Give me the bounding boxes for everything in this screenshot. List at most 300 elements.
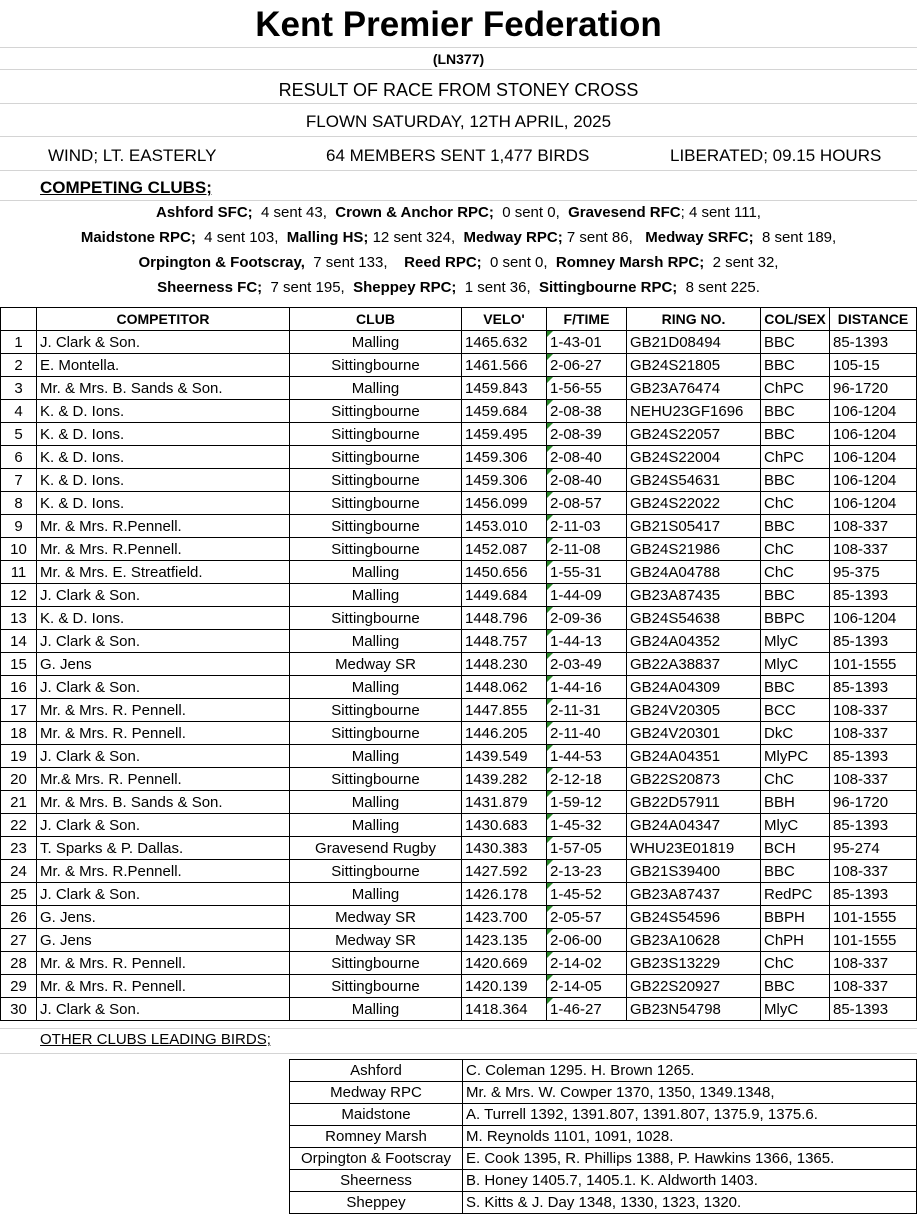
table-row: [1, 446, 917, 469]
cell-club: Medway SR: [290, 653, 462, 676]
cell-leading-birds: A. Turrell 1392, 1391.807, 1391.807, 1375.9, 1375.6.: [463, 1104, 917, 1126]
cell-distance: 85-1393: [830, 745, 917, 768]
cell-flying-time: 2-14-02: [547, 952, 627, 975]
table-row: [1, 423, 917, 446]
cell-club: Sittingbourne: [290, 768, 462, 791]
cell-flying-time: 2-06-00: [547, 929, 627, 952]
cell-position: 24: [1, 860, 37, 883]
cell-flying-time: 2-12-18: [547, 768, 627, 791]
cell-distance: 85-1393: [830, 584, 917, 607]
cell-position: 8: [1, 492, 37, 515]
club-name: Ashford SFC;: [156, 204, 253, 221]
cell-position: 13: [1, 607, 37, 630]
cell-competitor: G. Jens: [37, 929, 290, 952]
cell-competitor: J. Clark & Son.: [37, 998, 290, 1021]
cell-distance: 95-274: [830, 837, 917, 860]
table-row: [1, 584, 917, 607]
cell-club: Malling: [290, 630, 462, 653]
cell-distance: 108-337: [830, 538, 917, 561]
cell-velocity: 1461.566: [462, 354, 547, 377]
cell-position: 1: [1, 331, 37, 354]
page-title: Kent Premier Federation: [255, 5, 662, 44]
cell-colour-sex: DkC: [761, 722, 830, 745]
cell-position: 7: [1, 469, 37, 492]
table-row: [1, 975, 917, 998]
cell-flying-time: 1-56-55: [547, 377, 627, 400]
cell-velocity: 1449.684: [462, 584, 547, 607]
club-name: Maidstone RPC;: [80, 229, 196, 246]
cell-ring-number: GB24S54596: [627, 906, 761, 929]
grid-line: [0, 170, 917, 171]
cell-flying-time: 2-11-31: [547, 699, 627, 722]
cell-competitor: J. Clark & Son.: [37, 814, 290, 837]
cell-velocity: 1465.632: [462, 331, 547, 354]
cell-flying-time: 2-08-40: [547, 446, 627, 469]
cell-velocity: 1430.683: [462, 814, 547, 837]
column-header-competitor: COMPETITOR: [37, 308, 290, 331]
table-row: [1, 377, 917, 400]
club-sent-count: 1 sent 36,: [456, 279, 539, 296]
cell-ring-number: GB23A87437: [627, 883, 761, 906]
cell-position: 22: [1, 814, 37, 837]
cell-club: Sittingbourne: [290, 492, 462, 515]
table-row: [290, 1148, 917, 1170]
table-row: [1, 400, 917, 423]
club-sent-count: 4 sent 43,: [252, 204, 336, 221]
race-title: RESULT OF RACE FROM STONEY CROSS: [278, 80, 639, 100]
cell-velocity: 1452.087: [462, 538, 547, 561]
cell-velocity: 1431.879: [462, 791, 547, 814]
cell-velocity: 1453.010: [462, 515, 547, 538]
cell-club: Sittingbourne: [290, 469, 462, 492]
cell-colour-sex: BBC: [761, 331, 830, 354]
cell-flying-time: 2-08-40: [547, 469, 627, 492]
column-header-position: [1, 308, 37, 331]
cell-leading-birds: M. Reynolds 1101, 1091, 1028.: [463, 1126, 917, 1148]
cell-competitor: K. & D. Ions.: [37, 469, 290, 492]
grid-line: [0, 103, 917, 104]
cell-flying-time: 2-05-57: [547, 906, 627, 929]
cell-colour-sex: ChPC: [761, 446, 830, 469]
cell-club: Orpington & Footscray: [290, 1148, 463, 1170]
cell-ring-number: GB22D57911: [627, 791, 761, 814]
cell-ring-number: GB24A04309: [627, 676, 761, 699]
cell-distance: 106-1204: [830, 423, 917, 446]
cell-velocity: 1448.796: [462, 607, 547, 630]
cell-club: Sittingbourne: [290, 860, 462, 883]
cell-colour-sex: ChPC: [761, 377, 830, 400]
cell-club: Malling: [290, 791, 462, 814]
club-sent-count: 8 sent 189,: [753, 229, 837, 246]
cell-distance: 108-337: [830, 722, 917, 745]
club-sent-count: 8 sent 225.: [677, 279, 760, 296]
cell-position: 29: [1, 975, 37, 998]
cell-competitor: Mr. & Mrs. B. Sands & Son.: [37, 377, 290, 400]
club-name: Orpington & Footscray,: [138, 254, 305, 271]
cell-club: Sittingbourne: [290, 722, 462, 745]
cell-position: 10: [1, 538, 37, 561]
cell-competitor: Mr. & Mrs. R. Pennell.: [37, 975, 290, 998]
club-sent-count: 12 sent 324,: [368, 229, 464, 246]
cell-club: Malling: [290, 377, 462, 400]
table-row: [1, 768, 917, 791]
results-table: [0, 307, 917, 1021]
cell-colour-sex: ChC: [761, 561, 830, 584]
column-header-club: CLUB: [290, 308, 462, 331]
club-sent-count: 0 sent 0,: [481, 254, 556, 271]
competing-clubs-heading: COMPETING CLUBS;: [40, 178, 212, 197]
cell-colour-sex: MlyC: [761, 814, 830, 837]
cell-distance: 108-337: [830, 768, 917, 791]
club-name: Sheppey RPC;: [353, 279, 457, 296]
cell-club: Maidstone: [290, 1104, 463, 1126]
table-row: [1, 998, 917, 1021]
cell-distance: 108-337: [830, 975, 917, 998]
column-header-flying-time: F/TIME: [547, 308, 627, 331]
cell-velocity: 1448.230: [462, 653, 547, 676]
table-row: [1, 538, 917, 561]
table-row: [1, 883, 917, 906]
cell-position: 20: [1, 768, 37, 791]
cell-position: 9: [1, 515, 37, 538]
cell-position: 15: [1, 653, 37, 676]
cell-club: Medway SR: [290, 929, 462, 952]
column-header-ring-number: RING NO.: [627, 308, 761, 331]
cell-colour-sex: MlyPC: [761, 745, 830, 768]
club-name: Romney Marsh RPC;: [555, 254, 705, 271]
cell-position: 5: [1, 423, 37, 446]
cell-ring-number: GB24S54638: [627, 607, 761, 630]
club-sent-count: ; 4 sent 111,: [680, 204, 761, 221]
cell-distance: 106-1204: [830, 492, 917, 515]
cell-colour-sex: MlyC: [761, 998, 830, 1021]
cell-velocity: 1420.669: [462, 952, 547, 975]
cell-position: 27: [1, 929, 37, 952]
cell-competitor: G. Jens: [37, 653, 290, 676]
cell-ring-number: GB23A87435: [627, 584, 761, 607]
cell-club: Medway RPC: [290, 1082, 463, 1104]
cell-position: 12: [1, 584, 37, 607]
table-row: [290, 1060, 917, 1082]
cell-velocity: 1430.383: [462, 837, 547, 860]
table-row: [1, 331, 917, 354]
cell-club: Sittingbourne: [290, 975, 462, 998]
cell-distance: 85-1393: [830, 676, 917, 699]
cell-position: 19: [1, 745, 37, 768]
cell-competitor: J. Clark & Son.: [37, 676, 290, 699]
grid-line: [0, 200, 917, 201]
table-row: [290, 1170, 917, 1192]
table-row: [290, 1082, 917, 1104]
cell-velocity: 1448.062: [462, 676, 547, 699]
table-row: [1, 952, 917, 975]
cell-ring-number: GB24A04351: [627, 745, 761, 768]
cell-club: Sittingbourne: [290, 607, 462, 630]
cell-competitor: J. Clark & Son.: [37, 630, 290, 653]
club-name: Medway SRFC;: [645, 229, 754, 246]
cell-club: Sheerness: [290, 1170, 463, 1192]
table-row: [1, 469, 917, 492]
cell-colour-sex: RedPC: [761, 883, 830, 906]
cell-colour-sex: BBPH: [761, 906, 830, 929]
cell-velocity: 1448.757: [462, 630, 547, 653]
cell-flying-time: 1-44-13: [547, 630, 627, 653]
cell-position: 17: [1, 699, 37, 722]
cell-ring-number: GB23N54798: [627, 998, 761, 1021]
cell-club: Malling: [290, 561, 462, 584]
table-row: [1, 561, 917, 584]
cell-club: Sittingbourne: [290, 423, 462, 446]
cell-colour-sex: BBC: [761, 400, 830, 423]
cell-flying-time: 1-45-52: [547, 883, 627, 906]
cell-position: 25: [1, 883, 37, 906]
club-sent-count: 0 sent 0,: [493, 204, 569, 221]
cell-distance: 101-1555: [830, 653, 917, 676]
cell-club: Sittingbourne: [290, 538, 462, 561]
members-info: 64 MEMBERS SENT 1,477 BIRDS: [326, 146, 590, 165]
cell-ring-number: GB23A76474: [627, 377, 761, 400]
cell-distance: 85-1393: [830, 630, 917, 653]
cell-position: 3: [1, 377, 37, 400]
cell-competitor: J. Clark & Son.: [37, 331, 290, 354]
cell-distance: 108-337: [830, 515, 917, 538]
cell-ring-number: GB24V20301: [627, 722, 761, 745]
cell-ring-number: GB22S20927: [627, 975, 761, 998]
cell-distance: 96-1720: [830, 791, 917, 814]
cell-competitor: Mr. & Mrs. R. Pennell.: [37, 722, 290, 745]
table-row: [1, 837, 917, 860]
cell-ring-number: GB21S39400: [627, 860, 761, 883]
club-sent-count: 2 sent 32,: [704, 254, 779, 271]
cell-ring-number: GB23A10628: [627, 929, 761, 952]
cell-competitor: Mr. & Mrs. B. Sands & Son.: [37, 791, 290, 814]
cell-velocity: 1423.700: [462, 906, 547, 929]
cell-velocity: 1459.495: [462, 423, 547, 446]
cell-leading-birds: Mr. & Mrs. W. Cowper 1370, 1350, 1349.1348,: [463, 1082, 917, 1104]
cell-flying-time: 1-44-09: [547, 584, 627, 607]
cell-competitor: K. & D. Ions.: [37, 400, 290, 423]
cell-velocity: 1459.306: [462, 469, 547, 492]
cell-competitor: T. Sparks & P. Dallas.: [37, 837, 290, 860]
cell-ring-number: GB21S05417: [627, 515, 761, 538]
cell-flying-time: 1-43-01: [547, 331, 627, 354]
cell-competitor: G. Jens.: [37, 906, 290, 929]
table-row: [1, 492, 917, 515]
table-row: [1, 906, 917, 929]
cell-ring-number: GB24S21805: [627, 354, 761, 377]
cell-competitor: E. Montella.: [37, 354, 290, 377]
grid-line: [0, 69, 917, 70]
cell-ring-number: GB24S54631: [627, 469, 761, 492]
cell-colour-sex: BBC: [761, 860, 830, 883]
cell-club: Sittingbourne: [290, 400, 462, 423]
cell-colour-sex: ChC: [761, 538, 830, 561]
cell-competitor: Mr. & Mrs. R.Pennell.: [37, 860, 290, 883]
cell-distance: 108-337: [830, 860, 917, 883]
club-name: Crown & Anchor RPC;: [335, 204, 494, 221]
cell-ring-number: GB24V20305: [627, 699, 761, 722]
cell-velocity: 1423.135: [462, 929, 547, 952]
table-row: [1, 699, 917, 722]
cell-colour-sex: MlyC: [761, 630, 830, 653]
cell-club: Ashford: [290, 1060, 463, 1082]
cell-flying-time: 1-44-53: [547, 745, 627, 768]
cell-colour-sex: ChC: [761, 492, 830, 515]
cell-position: 11: [1, 561, 37, 584]
cell-distance: 108-337: [830, 952, 917, 975]
wind-info: WIND; LT. EASTERLY: [48, 146, 217, 165]
grid-line: [0, 1028, 917, 1029]
cell-distance: 106-1204: [830, 400, 917, 423]
cell-ring-number: GB24S22057: [627, 423, 761, 446]
cell-colour-sex: BBC: [761, 469, 830, 492]
cell-competitor: Mr. & Mrs. R. Pennell.: [37, 699, 290, 722]
cell-flying-time: 2-13-23: [547, 860, 627, 883]
cell-position: 4: [1, 400, 37, 423]
other-clubs-heading: OTHER CLUBS LEADING BIRDS;: [40, 1031, 271, 1048]
club-name: Reed RPC;: [404, 254, 482, 271]
club-name: Sheerness FC;: [157, 279, 263, 296]
cell-club: Malling: [290, 998, 462, 1021]
club-line: [0, 202, 917, 224]
club-sent-count: 7 sent 195,: [262, 279, 354, 296]
cell-competitor: K. & D. Ions.: [37, 423, 290, 446]
table-row: [1, 860, 917, 883]
cell-flying-time: 2-03-49: [547, 653, 627, 676]
cell-distance: 106-1204: [830, 607, 917, 630]
column-header-velocity: VELO': [462, 308, 547, 331]
other-clubs-table: [289, 1059, 917, 1214]
cell-competitor: Mr. & Mrs. R.Pennell.: [37, 538, 290, 561]
cell-velocity: 1426.178: [462, 883, 547, 906]
cell-distance: 96-1720: [830, 377, 917, 400]
cell-flying-time: 2-06-27: [547, 354, 627, 377]
cell-leading-birds: S. Kitts & J. Day 1348, 1330, 1323, 1320.: [463, 1192, 917, 1214]
cell-colour-sex: BBC: [761, 975, 830, 998]
table-row: [1, 929, 917, 952]
cell-competitor: K. & D. Ions.: [37, 492, 290, 515]
cell-position: 26: [1, 906, 37, 929]
cell-distance: 106-1204: [830, 446, 917, 469]
club-name: Gravesend RFC: [568, 204, 681, 221]
cell-position: 18: [1, 722, 37, 745]
cell-ring-number: GB23S13229: [627, 952, 761, 975]
cell-flying-time: 1-46-27: [547, 998, 627, 1021]
cell-ring-number: GB24S21986: [627, 538, 761, 561]
table-row: [1, 630, 917, 653]
cell-colour-sex: MlyC: [761, 653, 830, 676]
cell-velocity: 1459.306: [462, 446, 547, 469]
cell-flying-time: 1-45-32: [547, 814, 627, 837]
cell-colour-sex: BBC: [761, 354, 830, 377]
cell-colour-sex: BBC: [761, 584, 830, 607]
cell-flying-time: 1-57-05: [547, 837, 627, 860]
cell-competitor: Mr. & Mrs. R. Pennell.: [37, 952, 290, 975]
cell-colour-sex: BCC: [761, 699, 830, 722]
cell-position: 16: [1, 676, 37, 699]
cell-distance: 101-1555: [830, 906, 917, 929]
cell-competitor: J. Clark & Son.: [37, 745, 290, 768]
cell-colour-sex: BBC: [761, 423, 830, 446]
cell-club: Malling: [290, 331, 462, 354]
cell-ring-number: WHU23E01819: [627, 837, 761, 860]
cell-velocity: 1418.364: [462, 998, 547, 1021]
cell-velocity: 1459.684: [462, 400, 547, 423]
table-row: [1, 814, 917, 837]
cell-competitor: Mr.& Mrs. R. Pennell.: [37, 768, 290, 791]
cell-ring-number: NEHU23GF1696: [627, 400, 761, 423]
cell-competitor: J. Clark & Son.: [37, 883, 290, 906]
cell-ring-number: GB24A04352: [627, 630, 761, 653]
club-line: [0, 277, 917, 299]
table-row: [1, 354, 917, 377]
cell-club: Malling: [290, 676, 462, 699]
cell-velocity: 1420.139: [462, 975, 547, 998]
cell-distance: 85-1393: [830, 331, 917, 354]
cell-competitor: K. & D. Ions.: [37, 607, 290, 630]
cell-colour-sex: ChC: [761, 768, 830, 791]
cell-velocity: 1459.843: [462, 377, 547, 400]
cell-velocity: 1446.205: [462, 722, 547, 745]
cell-ring-number: GB24A04788: [627, 561, 761, 584]
cell-colour-sex: ChPH: [761, 929, 830, 952]
cell-velocity: 1447.855: [462, 699, 547, 722]
cell-position: 14: [1, 630, 37, 653]
table-row: [1, 722, 917, 745]
cell-flying-time: 1-59-12: [547, 791, 627, 814]
table-row: [1, 515, 917, 538]
club-name: Malling HS;: [286, 229, 369, 246]
table-row: [1, 676, 917, 699]
cell-distance: 101-1555: [830, 929, 917, 952]
column-header-colour-sex: COL/SEX: [761, 308, 830, 331]
cell-club: Malling: [290, 745, 462, 768]
club-name: Medway RPC;: [463, 229, 563, 246]
cell-flying-time: 2-14-05: [547, 975, 627, 998]
cell-flying-time: 2-09-36: [547, 607, 627, 630]
cell-ring-number: GB24S22004: [627, 446, 761, 469]
cell-position: 2: [1, 354, 37, 377]
cell-club: Sittingbourne: [290, 952, 462, 975]
column-header-distance: DISTANCE: [830, 308, 917, 331]
cell-ring-number: GB21D08494: [627, 331, 761, 354]
cell-position: 6: [1, 446, 37, 469]
cell-position: 28: [1, 952, 37, 975]
table-row: [1, 653, 917, 676]
cell-distance: 85-1393: [830, 883, 917, 906]
cell-club: Sittingbourne: [290, 515, 462, 538]
cell-ring-number: GB22A38837: [627, 653, 761, 676]
cell-flying-time: 1-55-31: [547, 561, 627, 584]
table-row: [1, 745, 917, 768]
cell-competitor: K. & D. Ions.: [37, 446, 290, 469]
cell-flying-time: 2-08-39: [547, 423, 627, 446]
cell-distance: 85-1393: [830, 814, 917, 837]
grid-line: [0, 1053, 917, 1054]
club-name: Sittingbourne RPC;: [538, 279, 678, 296]
cell-colour-sex: BBC: [761, 515, 830, 538]
club-sent-count: 7 sent 86,: [562, 229, 646, 246]
cell-velocity: 1450.656: [462, 561, 547, 584]
cell-colour-sex: BBC: [761, 676, 830, 699]
cell-distance: 106-1204: [830, 469, 917, 492]
cell-club: Malling: [290, 883, 462, 906]
cell-leading-birds: B. Honey 1405.7, 1405.1. K. Aldworth 1403.: [463, 1170, 917, 1192]
cell-position: 30: [1, 998, 37, 1021]
club-line: [0, 227, 917, 249]
table-row: [290, 1192, 917, 1214]
table-row: [1, 607, 917, 630]
